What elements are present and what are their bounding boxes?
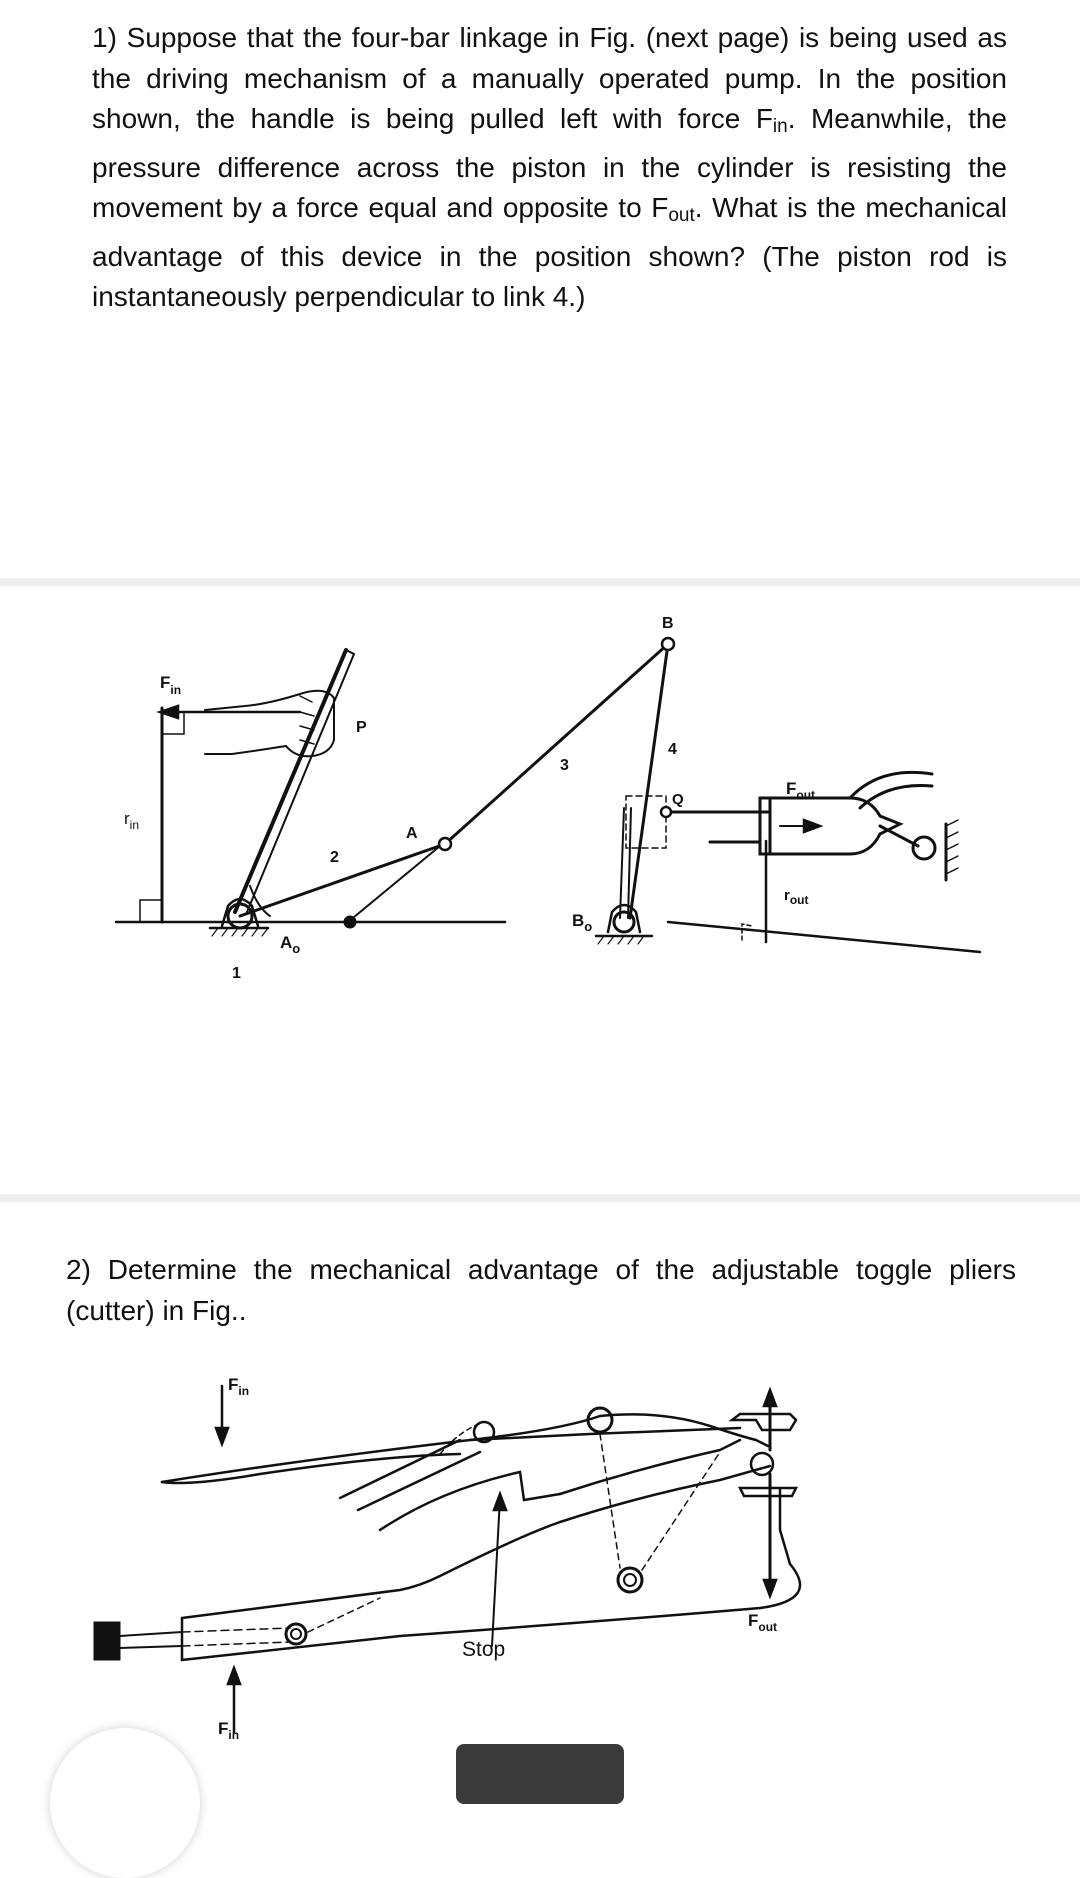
fin-bottom-label: $F_{in}$ xyxy=(218,1719,240,1742)
fout-label: $F_{out}$ xyxy=(786,779,816,802)
rin-label: $r_{in}$ xyxy=(124,809,140,832)
link-3-label: 3 xyxy=(560,757,569,774)
point-q-label: Q xyxy=(672,791,684,808)
stop-label: Stop xyxy=(462,1638,506,1661)
question-1-text: 1) Suppose that the four-bar linkage in Fig. (next page) is being used as the driving mechanism of a manually operated pump. In the position shown, the handle is being pulled left with force $F_{in}$. Meanwhile, the pressure difference across the piston in the cylinder is resisting the movement by a force equal and opposite to $F_{out}$. What is the mechanical advantage of this device in the position shown? (The piston rod is instantaneously perpendicular to link 4.) xyxy=(92,22,1007,312)
b0-label: $B_o$ xyxy=(572,911,593,934)
link-4-label: 4 xyxy=(668,741,677,758)
question-2-text: 2) Determine the mechanical advantage of the adjustable toggle pliers (cutter) in Fig.. xyxy=(66,1254,1016,1326)
toggle-pliers-figure xyxy=(0,1370,1080,1786)
fout-label-2: $F_{out}$ xyxy=(748,1611,778,1634)
navigation-button[interactable] xyxy=(456,1744,624,1804)
rout-label: $r_{out}$ xyxy=(784,887,809,907)
floating-action-button[interactable] xyxy=(50,1728,200,1878)
link-2-label: 2 xyxy=(330,849,339,866)
point-a-label: A xyxy=(406,825,418,842)
point-p-label: P xyxy=(356,719,367,736)
four-bar-linkage-figure xyxy=(0,586,1080,1194)
section-divider-bottom xyxy=(0,1194,1080,1202)
a0-label: $A_o$ xyxy=(280,933,301,956)
section-divider-top xyxy=(0,578,1080,586)
fin-label: $F_{in}$ xyxy=(160,673,182,697)
point-b-label: B xyxy=(662,615,674,632)
fin-top-label: $F_{in}$ xyxy=(228,1375,250,1398)
link-1-label: 1 xyxy=(232,965,241,982)
